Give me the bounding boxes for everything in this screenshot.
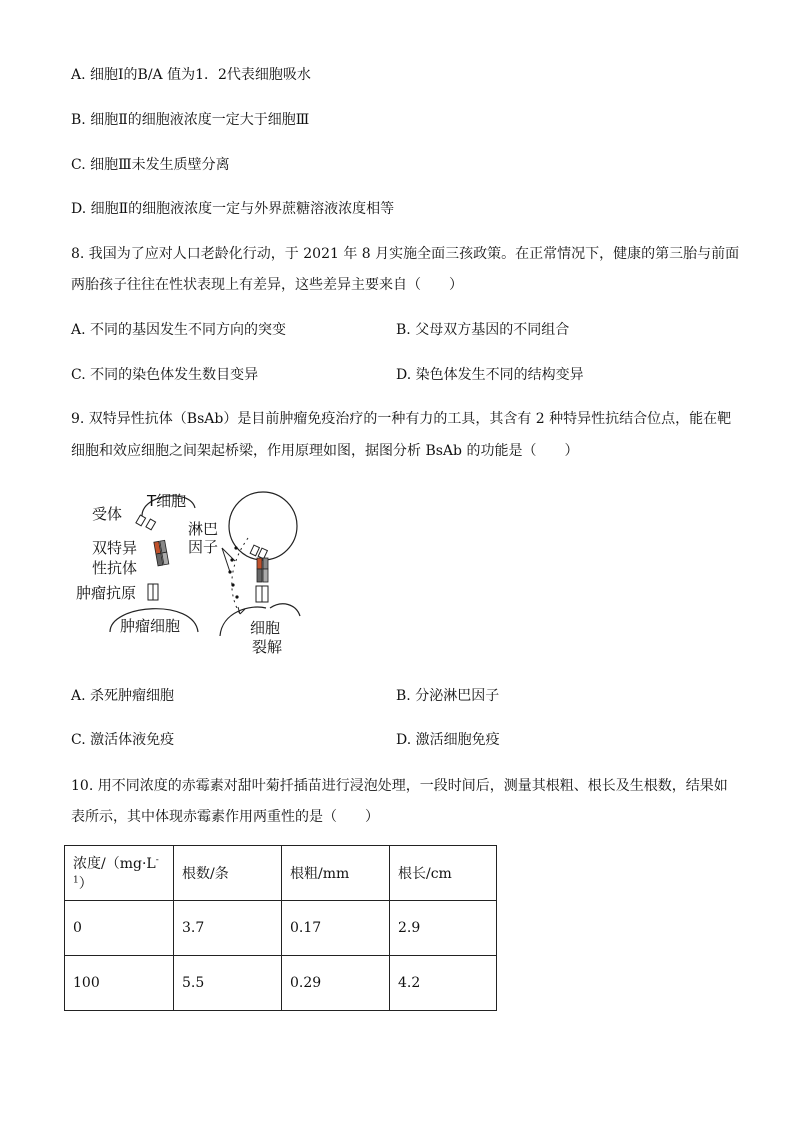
q7-option-a: A. 细胞Ⅰ的B/A 值为1．2代表细胞吸水 (71, 67, 311, 83)
table-header-row (65, 846, 497, 901)
q9-option-b: B. 分泌淋巴因子 (396, 688, 500, 704)
gibberellin-results-table (64, 845, 497, 1011)
header-root-count: 根数/条 (174, 846, 282, 901)
q7-option-c: C. 细胞Ⅲ未发生质壁分离 (71, 157, 230, 173)
table-cell: 4.2 (390, 956, 497, 1011)
table-cell: 0 (65, 901, 174, 956)
label-tumor-cell: 肿瘤细胞 (120, 617, 181, 635)
header-root-length: 根长/cm (390, 846, 497, 901)
label-receptor: 受体 (92, 505, 123, 523)
bsab-mechanism-diagram (70, 486, 310, 656)
q9-option-d: D. 激活细胞免疫 (396, 732, 500, 748)
label-lymph-1: 淋巴 (188, 520, 219, 538)
q10-stem-line2: 表所示，其中体现赤霉素作用两重性的是（ ） (71, 809, 379, 825)
table-cell: 5.5 (174, 956, 282, 1011)
header-root-thickness: 根粗/mm (282, 846, 390, 901)
q10-stem-line1: 10. 用不同浓度的赤霉素对甜叶菊扦插苗进行浸泡处理，一段时间后，测量其根粗、根长及生根数，结果如 (71, 778, 728, 794)
q7-option-d: D. 细胞Ⅱ的细胞液浓度一定与外界蔗糖溶液浓度相等 (71, 201, 395, 217)
q8-stem-line1: 8. 我国为了应对人口老龄化行动，于 2021 年 8 月实施全面三孩政策。在正常情况下，健康的第三胎与前面 (71, 246, 740, 262)
q7-option-b: B. 细胞Ⅱ的细胞液浓度一定大于细胞Ⅲ (71, 112, 310, 128)
q8-option-a: A. 不同的基因发生不同方向的突变 (71, 322, 287, 338)
header-concentration: 浓度$/(mg\cdot L^{-1})$ (65, 846, 174, 901)
q9-stem-line1: 9. 双特异性抗体（BsAb）是目前肿瘤免疫治疗的一种有力的工具，其含有 2 种特异性抗结合位点，能在靶 (71, 411, 732, 427)
table-cell: 100 (65, 956, 174, 1011)
q9-option-c: C. 激活体液免疫 (71, 732, 175, 748)
q9-stem-line2: 细胞和效应细胞之间架起桥梁，作用原理如图，据图分析 BsAb 的功能是（ ） (71, 443, 579, 459)
q8-stem-line2: 两胎孩子往往在性状表现上有差异，这些差异主要来自（ ） (71, 277, 463, 293)
q8-option-d: D. 染色体发生不同的结构变异 (396, 367, 584, 383)
label-lysis-1: 细胞 (250, 619, 281, 637)
table-row (65, 901, 497, 956)
label-bispecific-1: 双特异 (92, 539, 138, 557)
label-t-cell: T细胞 (147, 492, 187, 510)
label-lymph-2: 因子 (188, 538, 219, 556)
label-bispecific-2: 性抗体 (92, 559, 138, 577)
q8-option-b: B. 父母双方基因的不同组合 (396, 322, 570, 338)
table-row (65, 956, 497, 1011)
table-cell: 0.29 (282, 956, 390, 1011)
label-tumor-antigen: 肿瘤抗原 (76, 584, 137, 602)
table-cell: 3.7 (174, 901, 282, 956)
table-cell: 2.9 (390, 901, 497, 956)
q8-option-c: C. 不同的染色体发生数目变异 (71, 367, 259, 383)
label-lysis-2: 裂解 (252, 638, 283, 656)
table-cell: 0.17 (282, 901, 390, 956)
q9-option-a: A. 杀死肿瘤细胞 (71, 688, 175, 704)
